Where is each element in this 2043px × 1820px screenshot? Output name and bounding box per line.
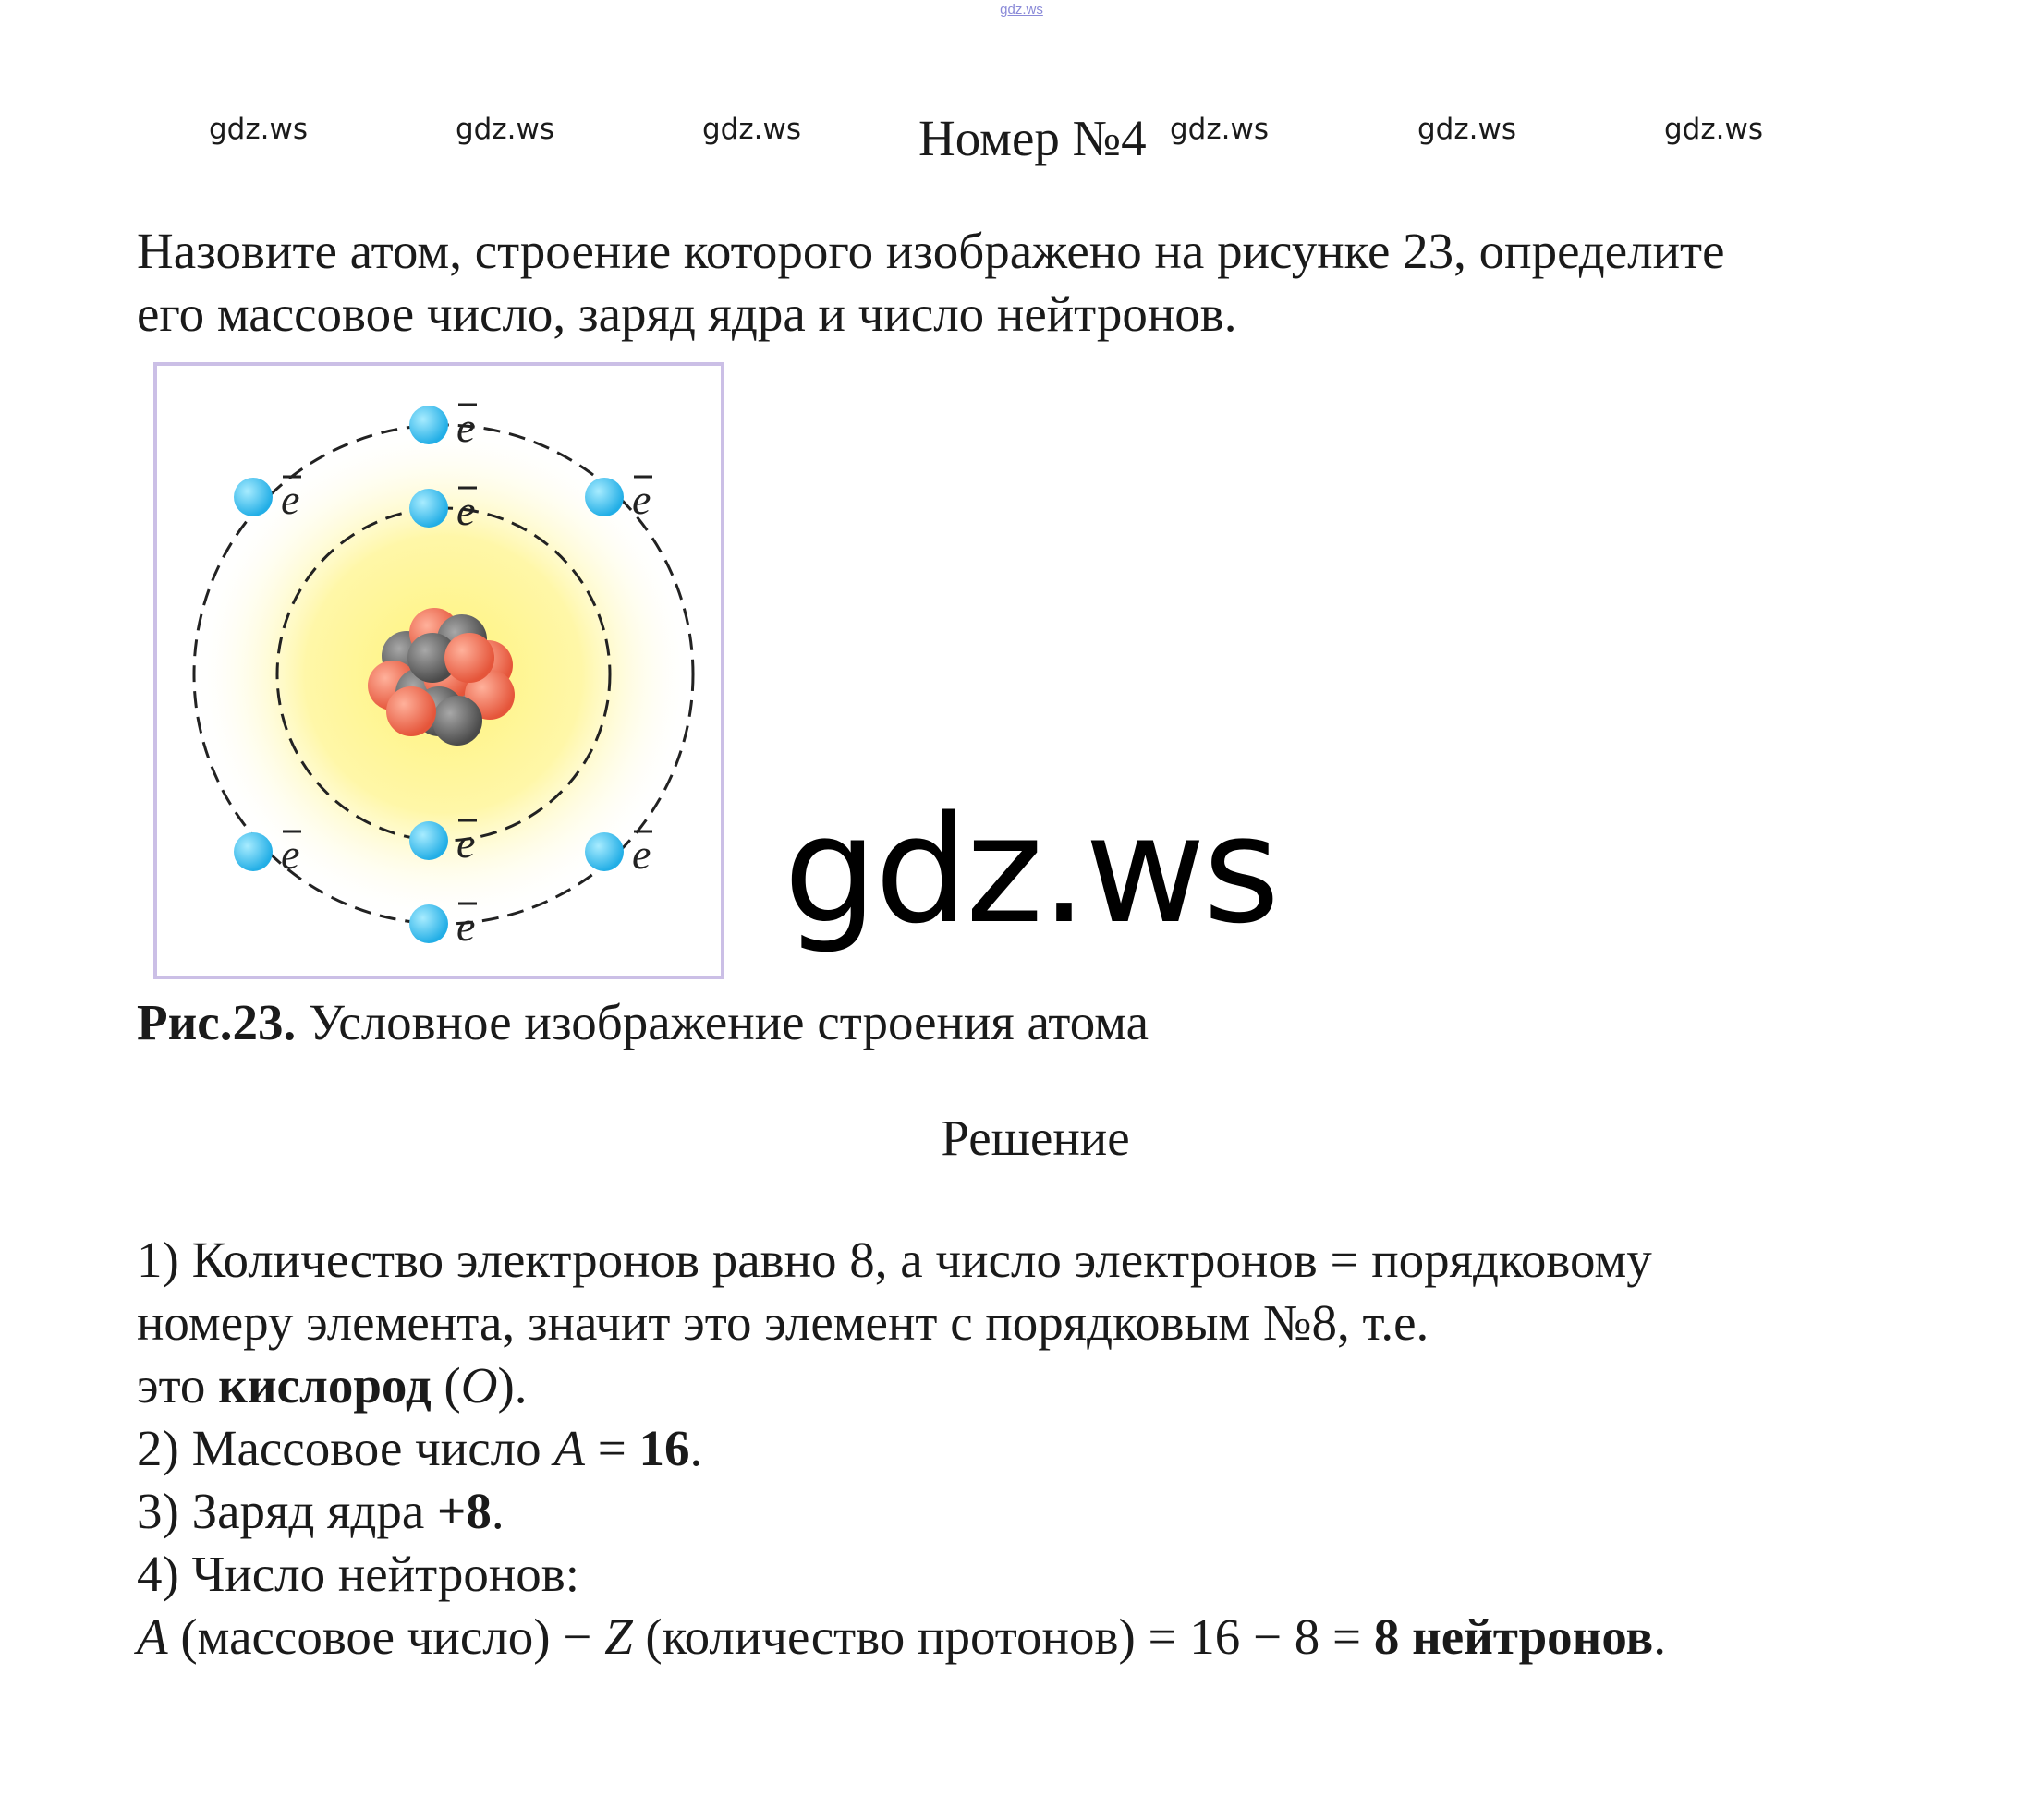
electron [585,832,624,871]
solution-heading: Решение [941,1110,1130,1166]
nuclear-charge: +8 [437,1483,492,1539]
var-z: Z [604,1608,633,1665]
proton [444,633,494,683]
electron [409,489,448,528]
electron [234,478,273,516]
watermark: gdz.ws [1664,113,1763,146]
step-1-line-3 [137,1354,1966,1417]
text: . [689,1420,703,1476]
text: ( [431,1357,461,1414]
electron [409,821,448,860]
question-line: его массовое число, заряд ядра и число нейтронов. [137,285,1237,342]
electron [585,478,624,516]
electron-label: e [456,819,476,867]
element-symbol: O [460,1357,498,1414]
figure-caption [137,993,1149,1051]
question-line: Назовите атом, строение которого изображено на рисунке 23, определите [137,223,1725,279]
atom-figure [153,362,724,979]
text: (массовое число) − [167,1608,605,1665]
electron-label: e [632,476,651,523]
step-3 [137,1480,1966,1543]
electron-label: e [456,903,476,950]
electron-label: e [281,831,300,878]
step-4-formula [137,1606,1966,1668]
text: ). [497,1357,528,1414]
var-a: A [553,1420,585,1476]
electron [409,904,448,943]
big-watermark: gdz.ws [784,783,1278,956]
top-watermark-link[interactable]: gdz.ws [1000,2,1043,18]
neutron-count: 8 нейтронов [1373,1608,1654,1665]
text: . [1653,1608,1666,1665]
electron-label: e [632,831,651,878]
watermark: gdz.ws [702,113,801,146]
electron-label: e [456,404,476,451]
step-2 [137,1417,1966,1480]
watermark: gdz.ws [1170,113,1269,146]
text: = [584,1420,639,1476]
step-1-line-1: 1) Количество электронов равно 8, а число электронов = порядковому [137,1232,1652,1288]
page-title: Номер №4 [918,110,1147,166]
watermark: gdz.ws [456,113,554,146]
electron-label: e [281,476,300,523]
element-name: кислород [218,1357,432,1414]
caption-text: Условное изображение строения атома [296,994,1149,1050]
electron-label: e [456,487,476,534]
watermark: gdz.ws [209,113,308,146]
question-text [137,220,1966,346]
caption-label: Рис.23. [137,994,297,1050]
electron [409,406,448,444]
var-a: A [137,1608,168,1665]
text: . [491,1483,505,1539]
watermark: gdz.ws [1417,113,1516,146]
step-4: 4) Число нейтронов: [137,1546,580,1602]
step-1-line-2: номеру элемента, значит это элемент с порядковым №8, т.е. [137,1294,1429,1351]
text: 2) Массовое число [137,1420,554,1476]
solution-steps [137,1229,1966,1668]
proton [386,686,436,736]
text: 3) Заряд ядра [137,1483,438,1539]
text: (количество протонов) = 16 − 8 = [632,1608,1374,1665]
mass-number: 16 [638,1420,690,1476]
neutron [432,696,482,746]
text: это [137,1357,219,1414]
atom-diagram [157,366,721,976]
electron [234,832,273,871]
